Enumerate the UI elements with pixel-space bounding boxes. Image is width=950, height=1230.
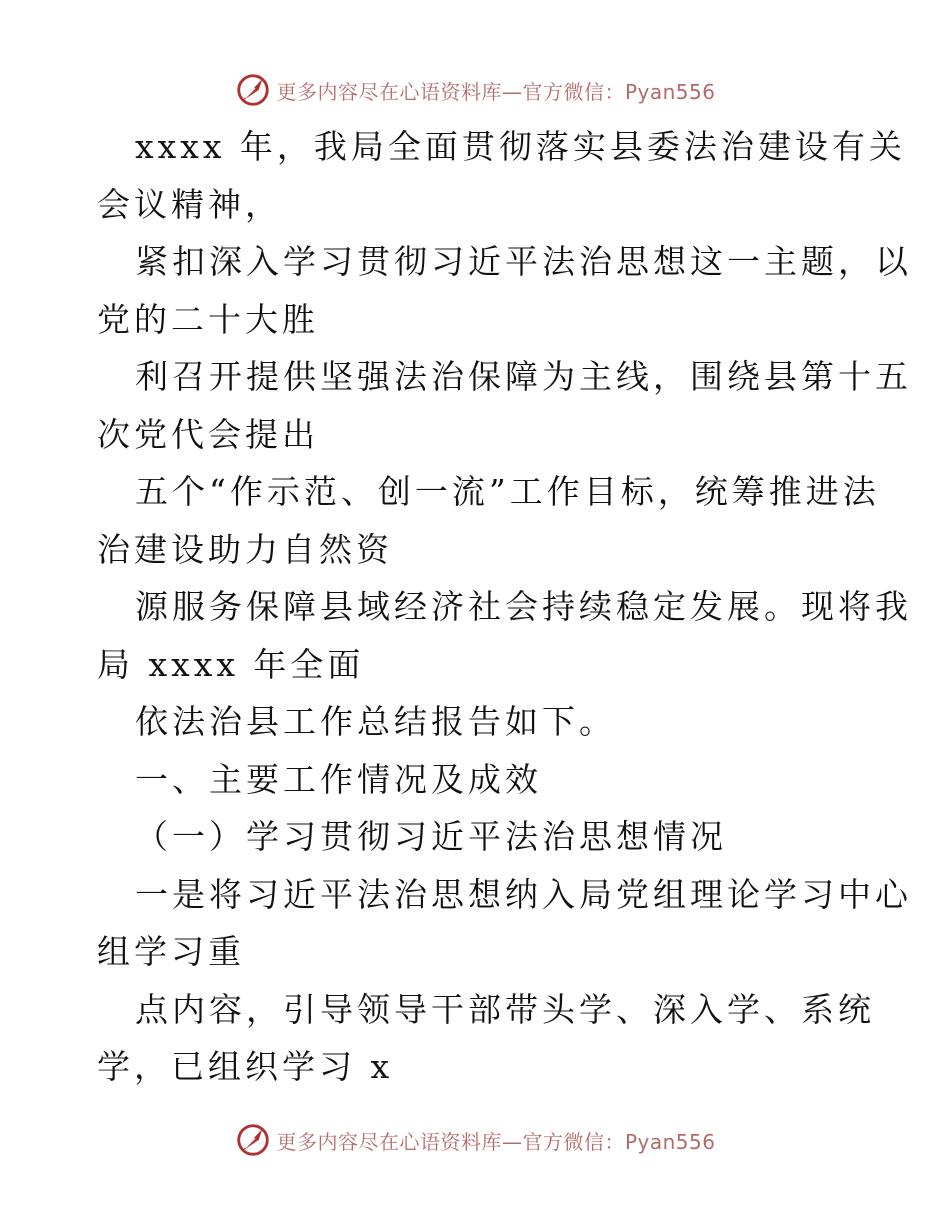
text-line: 学，已组织学习 x [97, 1047, 394, 1086]
text-line: xxxx 年，我局全面贯彻落实县委法治建设有关 [135, 127, 906, 166]
text-line: 利召开提供坚强法治保障为主线，围绕县第十五 [135, 357, 912, 396]
feather-pen-logo-icon [234, 71, 272, 109]
document-body [97, 118, 912, 1096]
section-heading: 一、主要工作情况及成效 [135, 759, 542, 799]
text-line: 紧扣深入学习贯彻习近平法治思想这一主题，以 [135, 242, 912, 281]
text-line: 源服务保障县域经济社会持续稳定发展。现将我 [135, 587, 912, 626]
watermark-text: 更多内容尽在心语资料库—官方微信：Pyan556 [276, 1129, 716, 1154]
text-line: 党的二十大胜 [97, 299, 319, 339]
text-line: 治建设助力自然资 [97, 529, 393, 569]
feather-pen-logo-icon [234, 1121, 272, 1159]
text-line: 次党代会提出 [97, 414, 319, 454]
text-line: 会议精神， [97, 184, 282, 224]
text-line: 依法治县工作总结报告如下。 [135, 702, 616, 741]
text-line: 组学习重 [97, 932, 245, 971]
text-line: 点内容，引导领导干部带头学、深入学、系统 [135, 989, 875, 1029]
watermark-text: 更多内容尽在心语资料库—官方微信：Pyan556 [276, 79, 716, 104]
subsection-heading: （一）学习贯彻习近平法治思想情况 [135, 817, 727, 856]
footer-watermark [0, 1120, 950, 1160]
text-line: 局 xxxx 年全面 [97, 644, 365, 684]
text-line: 五个“作示范、创一流”工作目标，统筹推进法 [135, 472, 880, 511]
header-watermark [0, 70, 950, 110]
text-line: 一是将习近平法治思想纳入局党组理论学习中心 [135, 874, 912, 914]
